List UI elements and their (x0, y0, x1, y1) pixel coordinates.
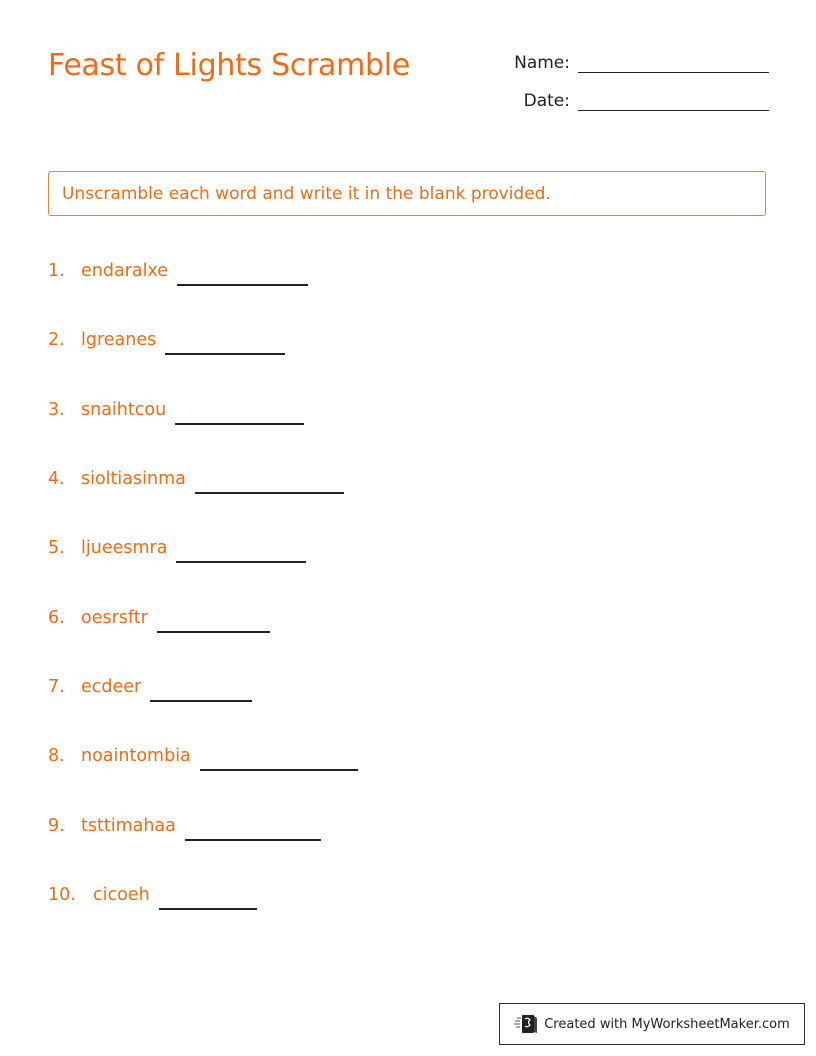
answer-blank[interactable] (200, 768, 358, 771)
answer-blank[interactable] (195, 491, 344, 494)
name-blank[interactable] (578, 52, 769, 73)
item-number: 8. (48, 746, 65, 766)
scrambled-word: lgreanes (81, 330, 157, 350)
instructions-box (48, 171, 766, 216)
scrambled-word: ljueesmra (81, 538, 168, 558)
item-number: 5. (48, 538, 65, 558)
item-number: 1. (48, 261, 65, 281)
list-item (48, 261, 308, 281)
item-number: 6. (48, 608, 65, 628)
item-number: 2. (48, 330, 65, 350)
list-item (48, 538, 306, 558)
scrambled-word: snaihtcou (81, 400, 167, 420)
scrambled-word: sioltiasinma (81, 469, 186, 489)
list-item (48, 816, 321, 836)
list-item (48, 746, 358, 766)
answer-blank[interactable] (157, 630, 270, 633)
scrambled-word: cicoeh (93, 885, 150, 905)
answer-blank[interactable] (175, 422, 304, 425)
date-blank[interactable] (578, 90, 769, 111)
date-label: Date: (523, 91, 570, 111)
scrambled-word: ecdeer (81, 677, 142, 697)
scrambled-word: endaralxe (81, 261, 169, 281)
worksheet-maker-logo-icon (514, 1013, 538, 1035)
instructions-text: Unscramble each word and write it in the blank provided. (62, 183, 551, 204)
answer-blank[interactable] (177, 283, 308, 286)
answer-blank[interactable] (150, 699, 252, 702)
footer-credit[interactable] (499, 1003, 805, 1045)
list-item (48, 469, 344, 489)
list-item (48, 400, 304, 420)
footer-text: Created with MyWorksheetMaker.com (544, 1016, 790, 1032)
item-number: 4. (48, 469, 65, 489)
answer-blank[interactable] (176, 560, 306, 563)
list-item (48, 608, 270, 628)
answer-blank[interactable] (165, 352, 285, 355)
list-item (48, 885, 257, 905)
name-field-row (500, 52, 769, 73)
item-number: 7. (48, 677, 65, 697)
list-item (48, 677, 252, 697)
list-item (48, 330, 285, 350)
scrambled-word: oesrsftr (81, 608, 148, 628)
name-label: Name: (514, 53, 570, 73)
item-number: 10. (48, 885, 76, 905)
item-number: 9. (48, 816, 65, 836)
scrambled-word: noaintombia (81, 746, 191, 766)
scrambled-word: tsttimahaa (81, 816, 176, 836)
date-field-row (500, 90, 769, 111)
answer-blank[interactable] (185, 838, 321, 841)
answer-blank[interactable] (159, 907, 257, 910)
item-number: 3. (48, 400, 65, 420)
page-title: Feast of Lights Scramble (48, 48, 410, 83)
